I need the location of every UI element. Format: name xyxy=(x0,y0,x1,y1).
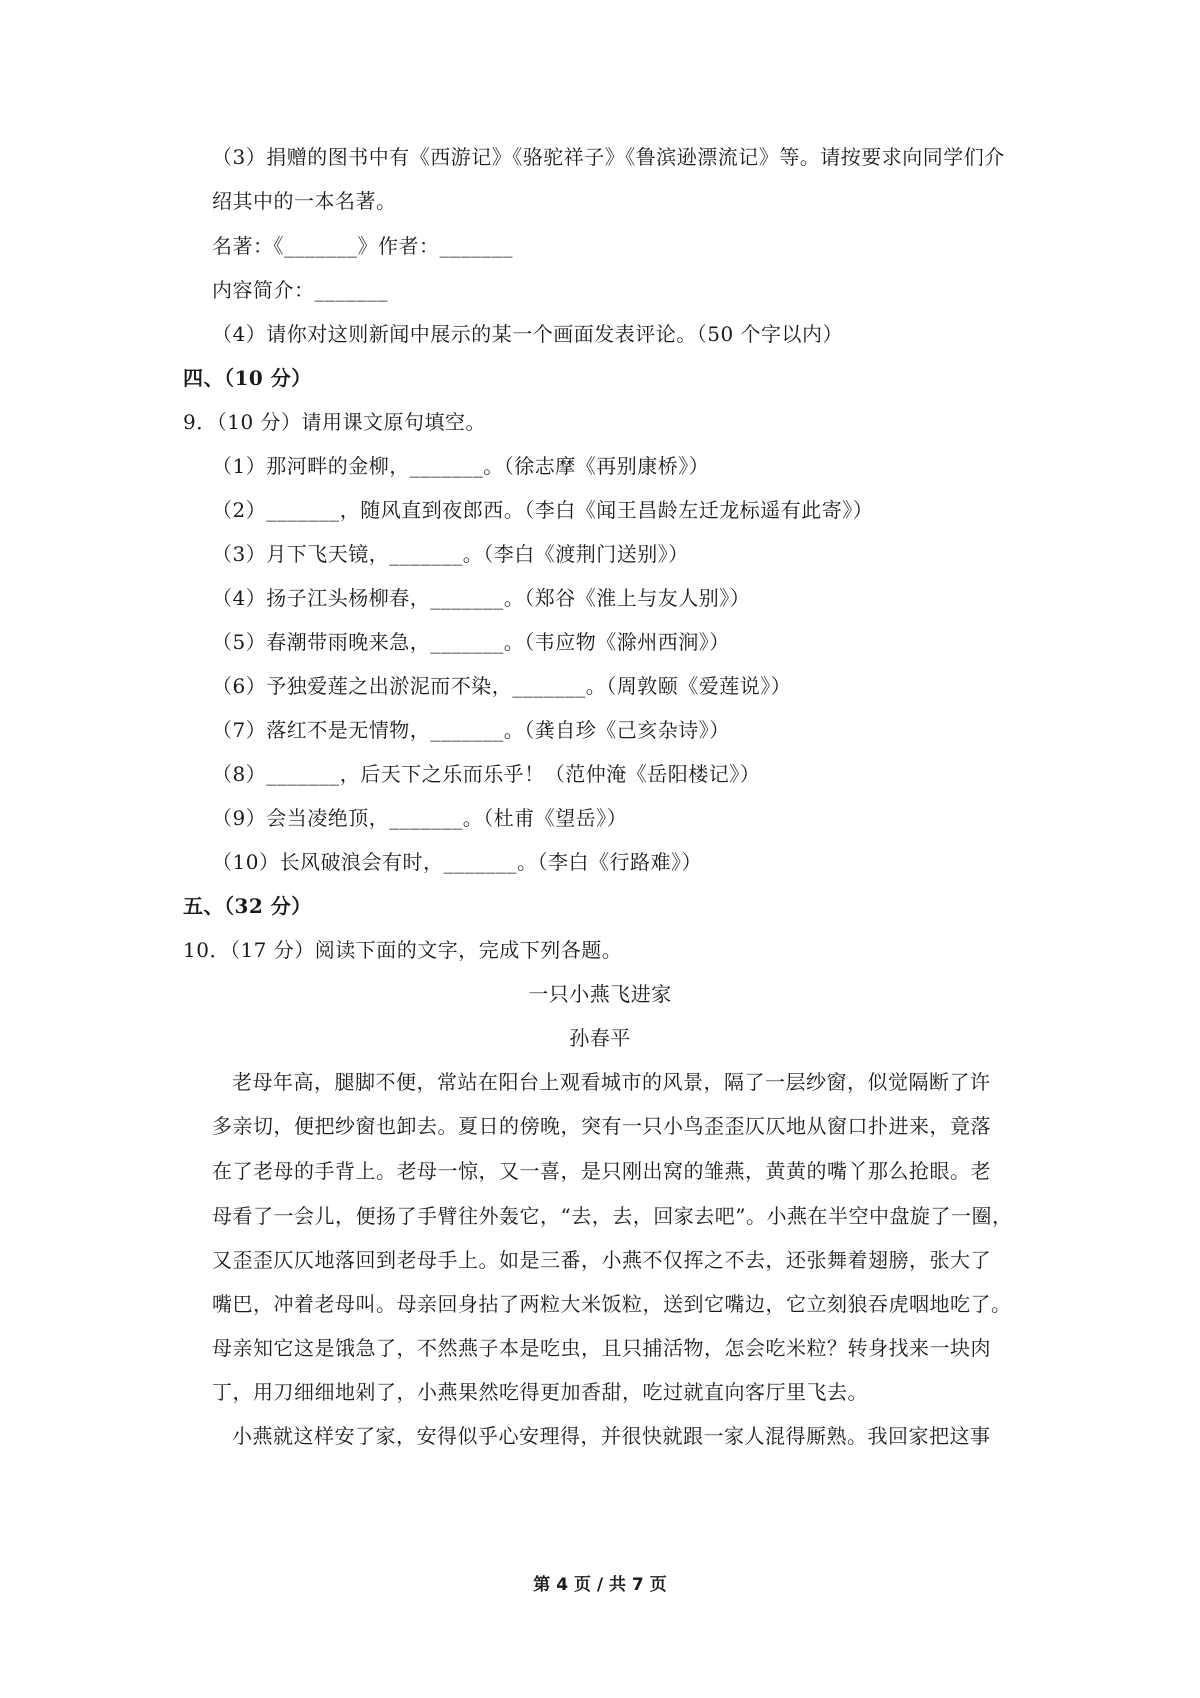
paragraph-line: 老母年高，腿脚不便，常站在阳台上观看城市的风景，隔了一层纱窗，似觉隔断了许 xyxy=(232,1070,991,1094)
paragraph-line: 丁，用刀细细地剁了，小燕果然吃得更加香甜，吃过就直向客厅里飞去。 xyxy=(212,1380,868,1404)
q9-item: （1）那河畔的金柳，_______。（徐志摩《再别康桥》） xyxy=(212,454,710,478)
paragraph-line: 小燕就这样安了家，安得似乎心安理得，并很快就跟一家人混得厮熟。我回家把这事 xyxy=(232,1424,991,1448)
section4-heading: 四、（10 分） xyxy=(183,366,312,390)
q9-item: （3）月下飞天镜，_______。（李白《渡荆门送别》） xyxy=(212,542,689,566)
q9-item: （5）春潮带雨晚来急，_______。（韦应物《滁州西涧》） xyxy=(212,630,730,654)
article-title: 一只小燕飞进家 xyxy=(528,982,672,1006)
q8-item3-line2: 绍其中的一本名著。 xyxy=(212,189,397,213)
q9-item: （10）长风破浪会有时，_______。（李白《行路难》） xyxy=(212,850,702,874)
paragraph-line: 又歪歪仄仄地落回到老母手上。如是三番，小燕不仅挥之不去，还张舞着翅膀，张大了 xyxy=(212,1248,991,1272)
article-author: 孙春平 xyxy=(569,1026,631,1050)
q9-stem: 9．（10 分）请用课文原句填空。 xyxy=(183,410,487,434)
q9-item: （8）_______，后天下之乐而乐乎！（范仲淹《岳阳楼记》） xyxy=(212,762,761,786)
q8-item3-line1: （3）捐赠的图书中有《西游记》《骆驼祥子》《鲁滨逊漂流记》等。请按要求向同学们介 xyxy=(212,145,1005,169)
q9-item: （7）落红不是无情物，_______。（龚自珍《己亥杂诗》） xyxy=(212,718,730,742)
section5-heading: 五、（32 分） xyxy=(183,894,312,918)
q9-item: （6）予独爱莲之出淤泥而不染，_______。（周敦颐《爱莲说》） xyxy=(212,674,792,698)
paragraph-line: 母看了一会儿，便扬了手臂往外轰它，“去，去，回家去吧”。小燕在半空中盘旋了一圈， xyxy=(212,1204,1013,1228)
q9-item: （2）_______，随风直到夜郎西。（李白《闻王昌龄左迁龙标遥有此寄》） xyxy=(212,498,874,522)
q10-stem: 10．（17 分）阅读下面的文字，完成下列各题。 xyxy=(183,938,623,962)
book-author-blank-line: 名著：《_______》作者：_______ xyxy=(212,234,513,258)
paragraph-line: 母亲知它这是饿急了，不然燕子本是吃虫，且只捕活物，怎会吃米粒？转身找来一块肉 xyxy=(212,1336,991,1360)
summary-blank-line: 内容简介：_______ xyxy=(212,278,388,302)
paragraph-line: 多亲切，便把纱窗也卸去。夏日的傍晚，突有一只小鸟歪歪仄仄地从窗口扑进来，竟落 xyxy=(212,1114,991,1138)
paragraph-line: 在了老母的手背上。老母一惊，又一喜，是只刚出窝的雏燕，黄黄的嘴丫那么抢眼。老 xyxy=(212,1159,991,1183)
q8-item4: （4）请你对这则新闻中展示的某一个画面发表评论。（50 个字以内） xyxy=(212,322,844,346)
q9-item: （9）会当凌绝顶，_______。（杜甫《望岳》） xyxy=(212,806,628,830)
paragraph-line: 嘴巴，冲着老母叫。母亲回身拈了两粒大米饭粒，送到它嘴边，它立刻狼吞虎咽地吃了。 xyxy=(212,1292,1012,1316)
page-footer: 第 4 页 / 共 7 页 xyxy=(533,1575,667,1595)
q9-item: （4）扬子江头杨柳春，_______。（郑谷《淮上与友人别》） xyxy=(212,586,751,610)
